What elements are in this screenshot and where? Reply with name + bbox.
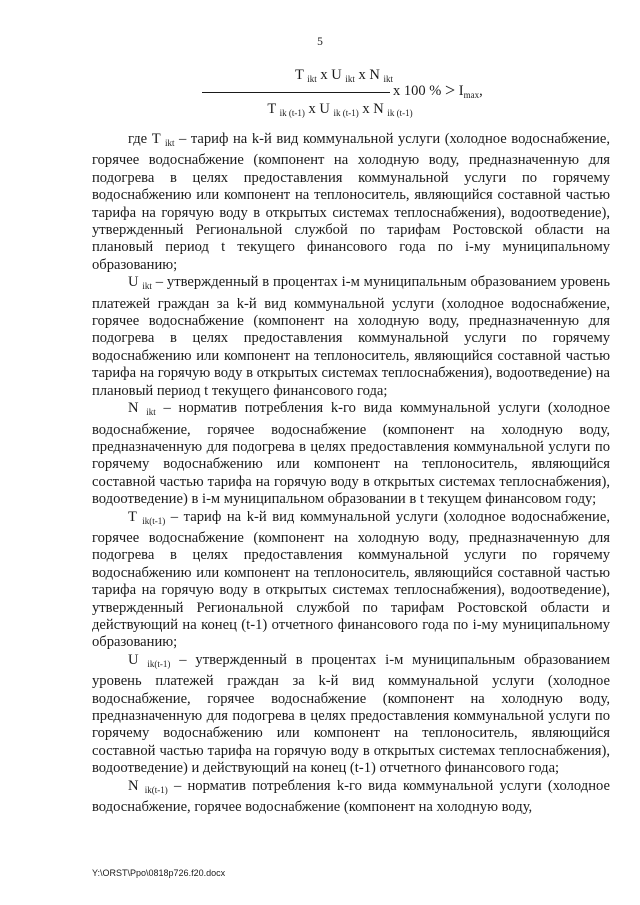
definition-paragraph: N $_{ik(t-1)}$ – норматив потребления k-го вида коммунальной услуги (холодное водоснабжение, горячее водоснабжение (компонент на холодную воду, xyxy=(92,777,610,816)
file-path-footer: Y:\ORST\Ppo\0818p726.f20.docx xyxy=(92,868,226,878)
formula-denominator: T $_{ik (t-1)}$ x U $_{ik (t-1)}$ x N $_{ik (t-1)}$ xyxy=(267,101,413,118)
formula-numerator: T $_{ikt}$ x U $_{ikt}$ x N $_{ikt}$ xyxy=(295,67,393,84)
definition-paragraph: U $_{ikt}$ – утвержденный в процентах i-м муниципальным образованием уровень платежей граждан за k-й вид коммунальной услуги (холодное водоснабжение, горячее водоснабжение (компонент на холодную воду, предназначенную для подогрева в целях предоставления коммунальной услуги по горячему водоснабжению или компонент на теплоноситель, являющийся составной частью тарифа на горячую воду в открытых системах теплоснабжения), водоотведение) на плановый период t текущего финансового года; xyxy=(92,274,610,399)
definition-paragraph: N $_{ikt}$ – норматив потребления k-го вида коммунальной услуги (холодное водоснабжение, горячее водоснабжение (компонент на холодную воду, предназначенную для подогрева в целях предоставления коммунальной услуги по горячему водоснабжению или компонент на теплоноситель, являющийся составной частью тарифа на горячую воду в открытых системах теплоснабжения), водоотведение) в i-м муниципальном образовании в t текущем финансовом году; xyxy=(92,400,610,508)
formula-multiplier: x 100 % > $I_{max}$, xyxy=(393,80,483,100)
fraction-bar xyxy=(202,92,390,93)
page-number: 5 xyxy=(317,36,323,48)
definition-paragraph: U $_{ik(t-1)}$ – утвержденный в процентах i-м муниципальным образованием уровень платежей граждан за k-й вид коммунальной услуги (холодное водоснабжение, горячее водоснабжение (компонент на холодную воду, предназначенную для подогрева в целях предоставления коммунальной услуги по горячему водоснабжению или компонент на теплоноситель, являющийся составной частью тарифа на горячую воду в открытых системах теплоснабжения), водоотведение) и действующий на конец (t-1) отчетного финансового года; xyxy=(92,651,610,777)
definitions-body xyxy=(92,131,610,816)
definition-paragraph: T $_{ik(t-1)}$ – тариф на k-й вид коммунальной услуги (холодное водоснабжение, горячее водоснабжение (компонент на холодную воду, предназначенную для подогрева в целях предоставления коммунальной услуги по горячему водоснабжению или компонент на теплоноситель, являющийся составной частью тарифа на горячую воду в открытых системах теплоснабжения), водоотведение), утвержденный Региональной службой по тарифам Ростовской области и действующий на конец (t-1) отчетного финансового года по i-му муниципальному образованию; xyxy=(92,508,610,651)
definition-paragraph: где T $_{ikt}$ – тариф на k-й вид коммунальной услуги (холодное водоснабжение, горячее водоснабжение (компонент на холодную воду, предназначенную для подогрева в целях предоставления коммунальной услуги по горячему водоснабжению или компонент на теплоноситель, являющийся составной частью тарифа на горячую воду в открытых системах теплоснабжения), водоотведение), утвержденный Региональной службой по тарифам Ростовской области на плановый период t текущего финансового года по i-му муниципальному образованию; xyxy=(92,131,610,273)
